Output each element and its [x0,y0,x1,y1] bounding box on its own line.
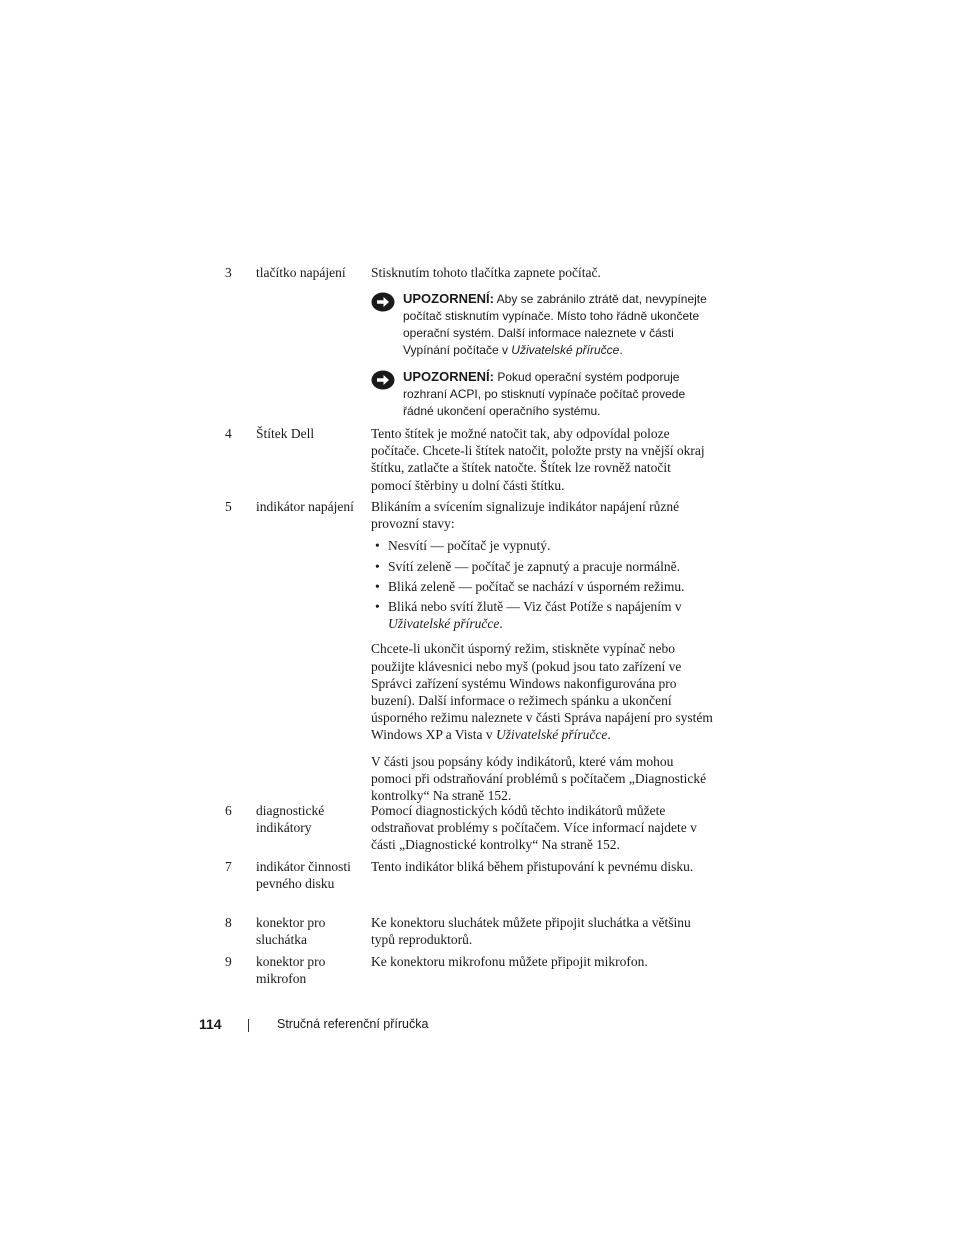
notice-title: UPOZORNENÍ: [403,291,494,306]
item-description [371,498,713,804]
item-label: indikátor napájení [256,499,354,514]
notice-box [371,368,716,420]
notice-text [371,368,716,420]
punctuation: . [499,616,503,632]
list-item-text: Nesvítí — počítač je vypnutý. [388,538,551,554]
notice-arrow-icon [371,370,395,390]
item-label: konektor pro mikrofon [256,954,326,987]
description-text: Ke konektoru sluchátek můžete připojit sluchátka a většinu typů reproduktorů. [371,915,691,948]
item-number: 5 [225,499,232,514]
notice-box [371,290,716,359]
item-label: tlačítko napájení [256,265,346,280]
description-text: Tento štítek je možné natočit tak, aby odpovídal poloze počítače. Chcete-li štítek natočit, položte prsty na vnější okraj štítku, zatlačte a štítek natočte. Štítek lze rovněž natočit pomocí štěrbiny u dolní části štítku. [371,426,705,493]
item-description [371,802,713,854]
list-item-text: Bliká nebo svítí žlutě — Viz část Potíže s napájením v [388,599,682,615]
description-text [371,640,713,743]
item-number: 6 [225,803,232,818]
description-text: Stisknutím tohoto tlačítka zapnete počítač. [371,265,601,280]
item-number: 3 [225,265,232,280]
list-item [371,598,713,632]
paragraph-text: Chcete-li ukončit úsporný režim, stiskněte vypínač nebo použijte klávesnici nebo myš (pokud jsou tato zařízení ve Správci zařízení systému Windows nakonfigurována pro buzení). Další informace o režimech spánku a ukončení úsporného režimu naleznete v části Správa napájení pro systém Windows XP a Vista v [371,641,713,743]
bullet: • [375,599,380,615]
item-description [371,264,713,281]
bullet: • [375,538,380,554]
list-item-text: Bliká zeleně — počítač se nachází v úsporném režimu. [388,578,685,594]
description-text: Tento indikátor bliká během přistupování k pevnému disku. [371,859,694,874]
description-text: Pomocí diagnostických kódů těchto indikátorů můžete odstraňovat problémy s počítačem. Více informací najdete v části „Diagnostické kontrolky“ Na straně 152. [371,803,697,853]
notice-body: Aby se zabránilo ztrátě dat, nevypínejte počítač stisknutím vypínače. Místo toho řádně ukončete operační systém. Další informace naleznete v části Vypínání počítače v [403,292,707,357]
status-list [371,537,713,632]
description-text: Blikáním a svícením signalizuje indikátor napájení různé provozní stavy: [371,499,680,532]
list-item [371,537,713,554]
item-number: 7 [225,859,232,874]
bullet: • [375,558,380,574]
item-description [371,914,713,948]
notice-title: UPOZORNENÍ: [403,369,494,384]
page-number: 114 [199,1016,222,1032]
list-item-text: Svítí zeleně — počítač je zapnutý a pracuje normálně. [388,558,681,574]
item-number: 9 [225,954,232,969]
item-description [371,953,713,970]
item-label: Štítek Dell [256,426,315,441]
footer-divider [248,1019,249,1032]
item-number: 4 [225,426,232,441]
notice-body: Pokud operační systém podporuje rozhraní ACPI, po stisknutí vypínače počítač provede řádné ukončení operačního systému. [403,370,686,418]
item-label: diagnostické indikátory [256,803,325,836]
bullet: • [375,578,380,594]
notice-text [371,290,716,359]
footer-title: Stručná referenční příručka [277,1017,429,1031]
description-text: Ke konektoru mikrofonu můžete připojit mikrofon. [371,954,648,969]
punctuation: . [607,727,611,743]
list-item [371,578,713,595]
item-description [371,858,713,875]
item-description [371,425,713,494]
description-text: V části jsou popsány kódy indikátorů, které vám mohou pomoci při odstraňování problémů s počítačem „Diagnostické kontrolky“ Na straně 152. [371,753,707,804]
punctuation: . [619,343,623,357]
manual-reference: Uživatelské příručce [388,616,500,632]
list-item [371,558,713,575]
manual-reference: Uživatelské příručce [496,727,608,743]
manual-reference: Uživatelské příručce [511,343,620,357]
item-label: konektor pro sluchátka [256,915,326,948]
notice-arrow-icon [371,292,395,312]
page-footer [0,1016,954,1036]
item-number: 8 [225,915,232,930]
item-label: indikátor činnosti pevného disku [256,859,351,892]
